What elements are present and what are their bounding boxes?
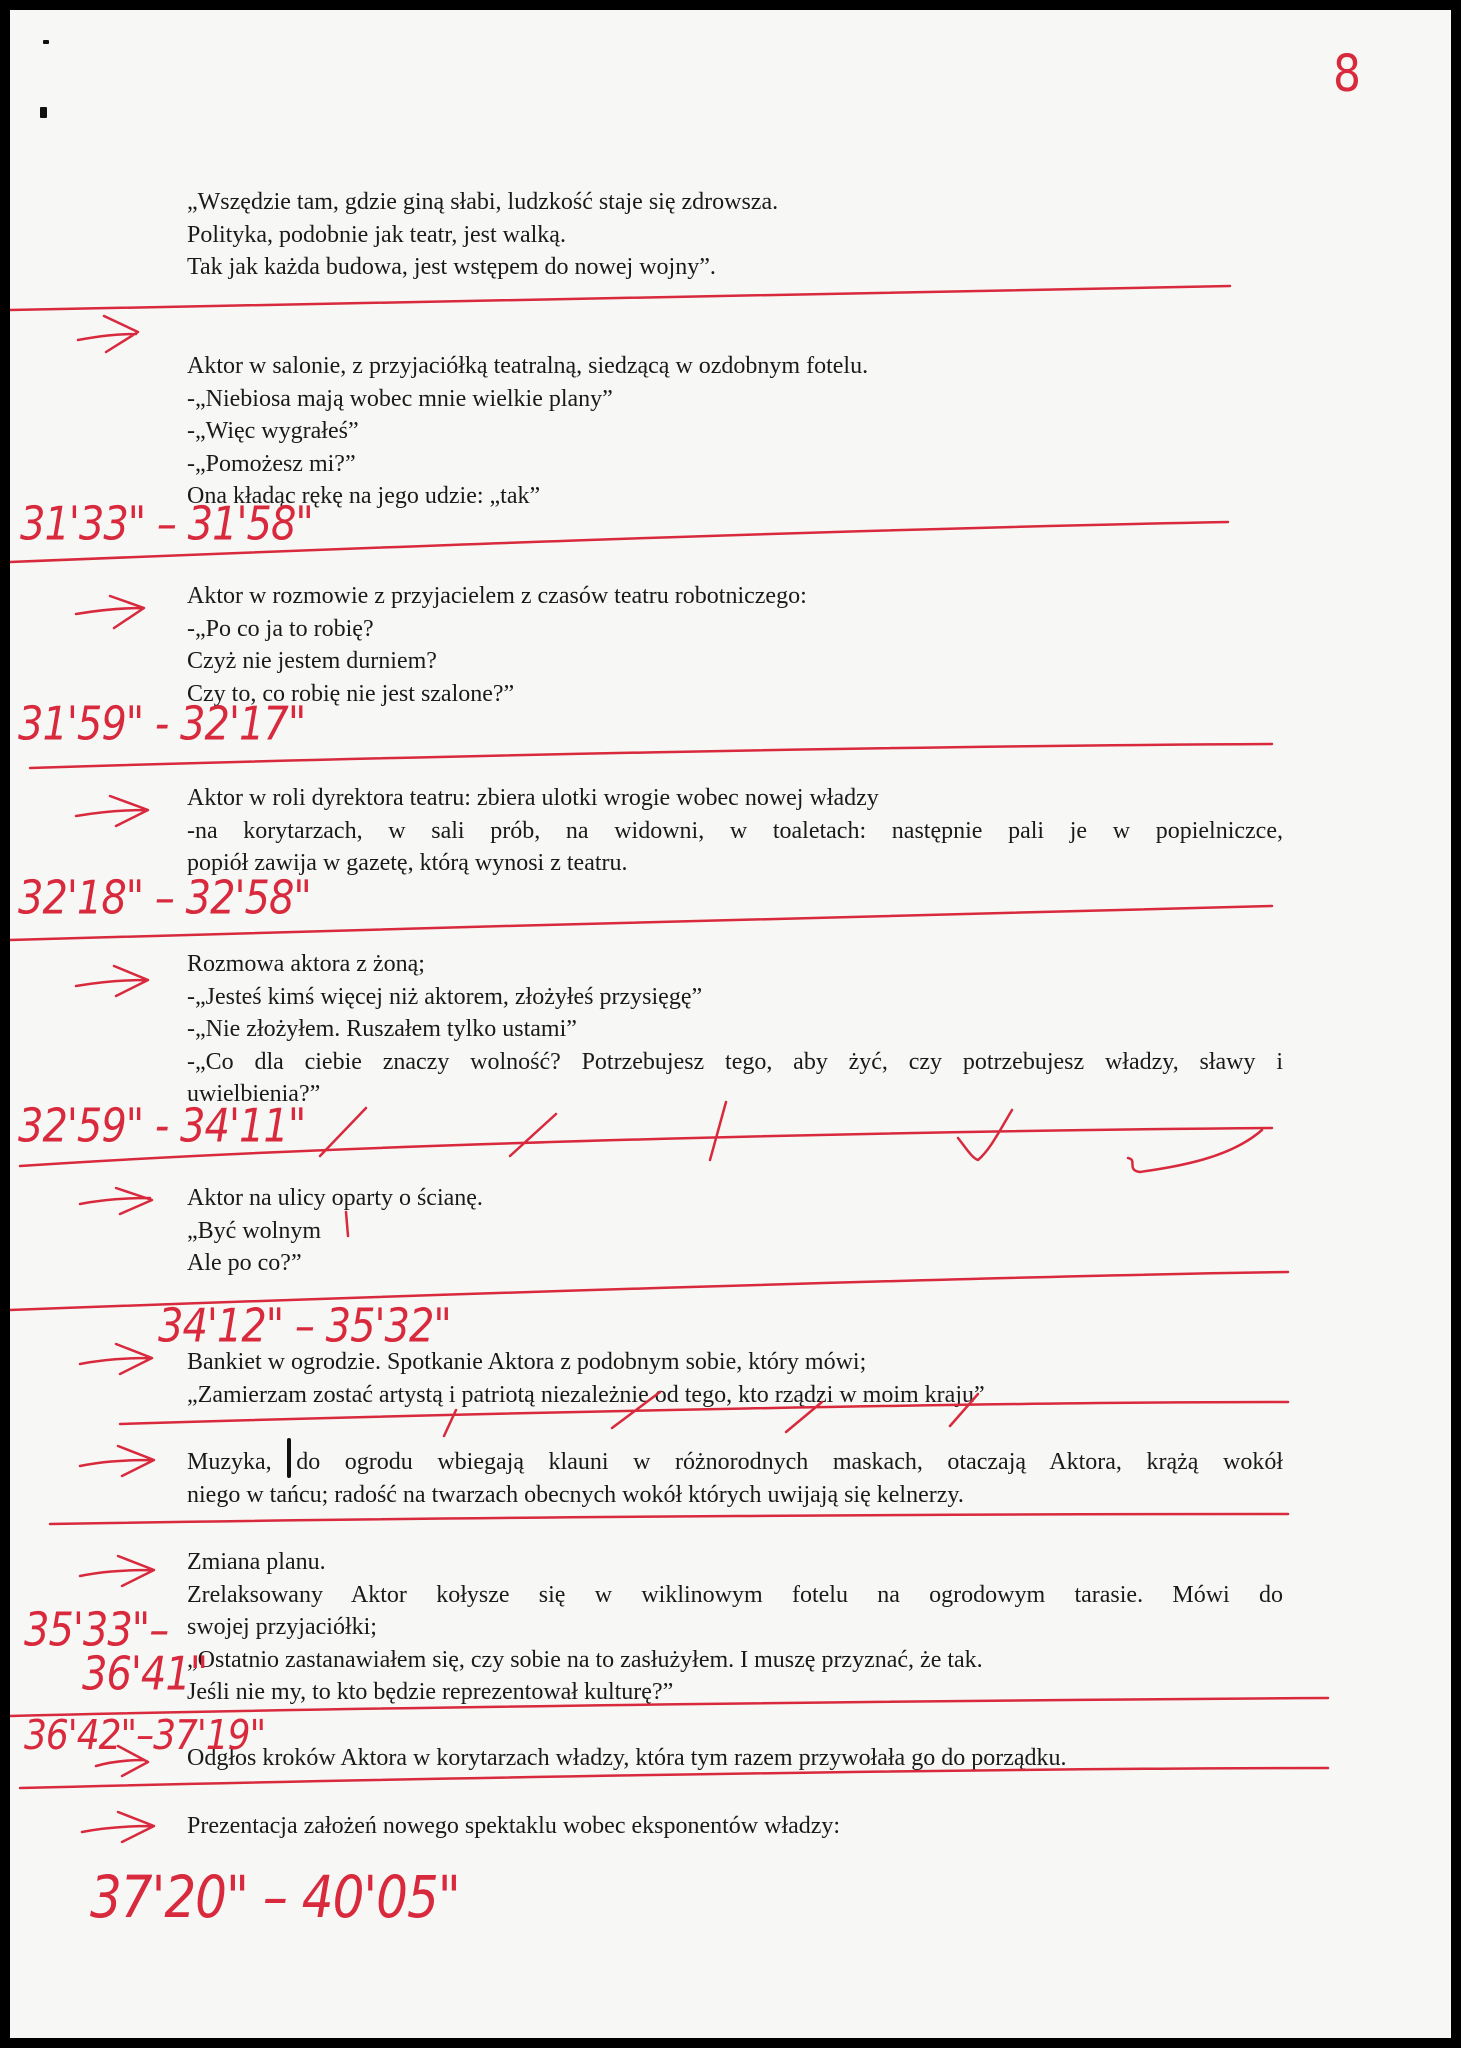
arrow-icon	[82, 1812, 154, 1842]
arrow-icon	[76, 596, 144, 628]
text-line: Aktor w rozmowie z przyjacielem z czasów teatru robotniczego:	[187, 583, 807, 609]
text-line: niego w tańcu; radość na twarzach obecnych wokół których uwijają się kelnerzy.	[187, 1481, 964, 1508]
text-line: Czyż nie jestem durniem?	[187, 648, 437, 674]
timecode-annotation: 31'33" – 31'58"	[20, 498, 313, 551]
scene-block	[187, 1810, 1283, 1843]
text-line: „Wszędzie tam, gdzie giną słabi, ludzkość staje się zdrowsza.	[187, 189, 779, 215]
check-mark	[510, 1114, 556, 1156]
text-line: Ale po co?”	[187, 1250, 302, 1276]
text-line: Aktor w roli dyrektora teatru: zbiera ulotki wrogie wobec nowej władzy	[187, 785, 879, 811]
check-mark	[958, 1110, 1012, 1160]
check-mark	[444, 1410, 456, 1436]
timecode-annotation: 31'59" - 32'17"	[18, 698, 306, 751]
scene-block	[187, 948, 1283, 1111]
text-line: -„Co dla ciebie znaczy wolność? Potrzebujesz tego, aby żyć, czy potrzebujesz władzy, sławy i	[187, 1048, 1283, 1075]
text-line: Ona kładąc rękę na jego udzie: „tak”	[187, 483, 541, 509]
divider-line	[10, 286, 1230, 310]
punch-mark	[40, 107, 47, 118]
text-line: Polityka, podobnie jak teatr, jest walką.	[187, 221, 566, 248]
text-line: Aktor w salonie, z przyjaciółką teatralną, siedzącą w ozdobnym fotelu.	[187, 353, 869, 379]
check-mark	[320, 1108, 366, 1156]
arrow-icon	[76, 966, 148, 996]
scanned-page	[10, 10, 1451, 2038]
timecode-annotation: 32'59" - 34'11"	[18, 1100, 306, 1153]
arrow-icon	[78, 316, 138, 352]
scene-block	[187, 1346, 1283, 1411]
text-line: Prezentacja założeń nowego spektaklu wobec eksponentów władzy:	[187, 1813, 841, 1839]
text-line: „Być wolnym	[187, 1217, 321, 1244]
text-line: -„Jesteś kimś więcej niż aktorem, złożyłeś przysięgę”	[187, 983, 703, 1010]
text-line: Aktor na ulicy oparty o ścianę.	[187, 1185, 483, 1211]
arrow-icon	[76, 796, 148, 826]
text-line: swojej przyjaciółki;	[187, 1614, 377, 1640]
text-line: „Zamierzam zostać artystą i patriotą niezależnie od tego, kto rządzi w moim kraju”	[187, 1381, 985, 1408]
scene-block	[187, 580, 1283, 710]
arrow-icon	[80, 1188, 152, 1214]
text-line: Tak jak każda budowa, jest wstępem do nowej wojny”.	[187, 254, 716, 280]
text-line: Zrelaksowany Aktor kołysze się w wiklinowym fotelu na ogrodowym tarasie. Mówi do	[187, 1581, 1283, 1608]
punch-mark	[43, 40, 49, 44]
arrow-icon	[80, 1446, 154, 1476]
text-line: Muzyka, do ogrodu wbiegają klauni w różnorodnych maskach, otaczają Aktora, krążą wokół	[187, 1449, 1283, 1475]
text-line: Jeśli nie my, to kto będzie reprezentował kulturę?”	[187, 1679, 674, 1705]
text-line: uwielbienia?”	[187, 1081, 321, 1107]
scene-block	[187, 1546, 1283, 1709]
scene-block	[187, 1742, 1283, 1775]
text-line: -„Po co ja to robię?	[187, 615, 374, 642]
text-line: Bankiet w ogrodzie. Spotkanie Aktora z podobnym sobie, który mówi;	[187, 1349, 867, 1375]
scene-block	[187, 350, 1283, 513]
text-line: -na korytarzach, w sali prób, na widowni, w toaletach: następnie pali je w popielniczce,	[187, 817, 1283, 844]
text-line: -„Niebiosa mają wobec mnie wielkie plany”	[187, 385, 613, 412]
quote-block	[187, 186, 1283, 284]
scene-block	[187, 1182, 1283, 1280]
timecode-annotation: 36'42"–37'19"	[24, 1712, 266, 1760]
text-line: -„Nie złożyłem. Ruszałem tylko ustami”	[187, 1016, 577, 1042]
timecode-annotation: 32'18" – 32'58"	[18, 872, 311, 925]
scene-block	[187, 1446, 1283, 1511]
text-line: „Ostatnio zastanawiałem się, czy sobie na to zasłużyłem. I muszę przyznać, że tak.	[187, 1646, 983, 1673]
check-mark	[710, 1102, 726, 1160]
text-line: Czy to, co robię nie jest szalone?”	[187, 680, 515, 707]
arrow-icon	[80, 1556, 154, 1586]
timecode-annotation: 35'33"–	[24, 1604, 169, 1657]
scene-block	[187, 782, 1283, 880]
text-line: -„Pomożesz mi?”	[187, 450, 356, 477]
timecode-annotation: 36'41"	[82, 1648, 208, 1701]
divider-line	[50, 1514, 1288, 1524]
timecode-annotation: 34'12" – 35'32"	[158, 1300, 451, 1353]
text-line: Zmiana planu.	[187, 1549, 326, 1575]
check-mark	[1128, 1130, 1262, 1172]
text-line: Rozmowa aktora z żoną;	[187, 951, 425, 977]
text-line: popiół zawija w gazetę, którą wynosi z teatru.	[187, 850, 628, 876]
page-number: 8	[1333, 45, 1360, 104]
text-line: Odgłos kroków Aktora w korytarzach władzy, która tym razem przywołała go do porządku.	[187, 1745, 1067, 1771]
timecode-annotation: 37'20" – 40'05"	[90, 1864, 460, 1931]
arrow-icon	[80, 1344, 152, 1374]
text-line: -„Więc wygrałeś”	[187, 418, 359, 444]
